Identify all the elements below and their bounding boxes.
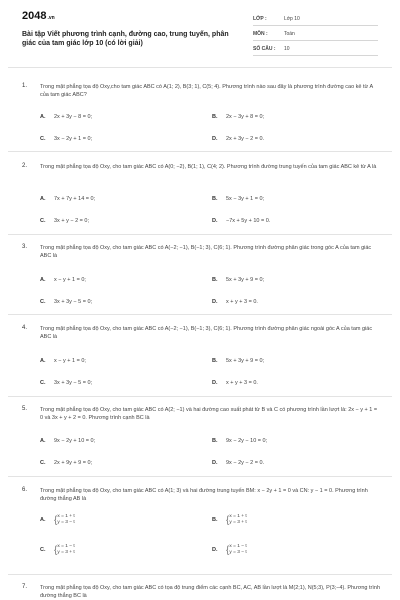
option-a[interactable]: A. 7x + 7y + 14 = 0; <box>40 196 96 202</box>
option-d[interactable]: D. −7x + 5y + 10 = 0. <box>212 218 271 224</box>
option-d[interactable]: D. {x = 1 − t y = 3 − t <box>212 544 247 556</box>
question-divider <box>8 476 392 477</box>
option-d[interactable]: D. x + y + 3 = 0. <box>212 299 258 305</box>
question-number: 7. <box>22 584 28 590</box>
question-number: 1. <box>22 83 28 89</box>
question-number: 6. <box>22 487 28 493</box>
question-stem: Trong mặt phẳng tọa độ Oxy,cho tam giác ABC có A(1; 2), B(3; 1), C(5; 4). Phương trình nào sau đây là phương trình đường cao kẻ từ A của tam giác ABC? <box>40 84 373 99</box>
question-stem: Trong mặt phẳng tọa độ Oxy, cho tam giác ABC có A(0; −2), B(1; 1), C(4; 2). Phương trình đường trung tuyến của tam giác ABC kẻ từ A là <box>40 164 377 170</box>
option-b[interactable]: B. {x = 1 + t y = 3 + t <box>212 514 247 526</box>
option-c[interactable]: C. 3x − 2y + 1 = 0; <box>40 136 93 142</box>
option-d[interactable]: D. 9x − 2y − 2 = 0. <box>212 460 265 466</box>
question-number: 5. <box>22 406 28 412</box>
question-stem: Trong mặt phẳng tọa độ Oxy, cho tam giác ABC có A(1; 3) và hai đường trung tuyến BM: x − 2y + 1 = 0 và CN: y − 1 = 0. Phương trình đường thẳng AB là <box>40 488 368 503</box>
meta-class-row: LỚP : Lớp 10 <box>253 12 378 26</box>
option-a[interactable]: A. 9x − 2y + 10 = 0; <box>40 438 96 444</box>
option-a[interactable]: A. 2x + 3y − 8 = 0; <box>40 114 93 120</box>
option-d[interactable]: D. x + y + 3 = 0. <box>212 380 258 386</box>
question-divider <box>8 314 392 315</box>
option-a[interactable]: A. x − y + 1 = 0; <box>40 358 86 364</box>
header-divider <box>8 67 392 68</box>
option-c[interactable]: C. 2x + 9y + 9 = 0; <box>40 460 93 466</box>
question-stem: Trong mặt phẳng tọa độ Oxy, cho tam giác ABC có A(−2; −1), B(−1; 3), C(6; 1). Phương trình đường phân giác ngoài góc A của tam giác ABC là <box>40 326 373 341</box>
brace-glyph: { <box>54 544 58 556</box>
meta-subject-row: MÔN : Toán <box>253 27 378 41</box>
document-header <box>0 0 400 66</box>
option-c[interactable]: C. 3x + 3y − 5 = 0; <box>40 380 93 386</box>
option-c[interactable]: C. 3x + y − 2 = 0; <box>40 218 90 224</box>
option-b[interactable]: B. 2x − 3y + 8 = 0; <box>212 114 265 120</box>
option-b[interactable]: B. 5x + 3y + 9 = 0; <box>212 277 265 283</box>
brace-glyph: { <box>226 544 230 556</box>
meta-question-count-row: SỐ CÂU : 10 <box>253 42 378 56</box>
option-c[interactable]: C. {x = 1 − t y = 3 + t <box>40 544 75 556</box>
option-b[interactable]: B. 5x − 3y + 1 = 0; <box>212 196 265 202</box>
question-stem: Trong mặt phẳng tọa độ Oxy, cho tam giác ABC có A(2; −1) và hai đường cao xuất phát từ B và C có phương trình lần lượt là: 2x − y + 1 = 0 và 3x + y + 2 = 0. Phương trình cạnh BC là <box>40 407 378 422</box>
question-number: 3. <box>22 244 28 250</box>
document-title: Bài tập Viết phương trình cạnh, đường cao, trung tuyến, phân giác của tam giác lớp 10 (có lời giải) <box>22 31 229 47</box>
brace-glyph: { <box>54 514 58 526</box>
option-b[interactable]: B. 9x − 2y − 10 = 0; <box>212 438 268 444</box>
question-stem: Trong mặt phẳng tọa độ Oxy, cho tam giác ABC có A(−2; −1), B(−1; 3), C(6; 1). Phương trình đường phân giác trong góc A của tam giác ABC là <box>40 245 372 260</box>
brace-glyph: { <box>226 514 230 526</box>
option-a[interactable]: A. {x = 1 + t y = 3 − t <box>40 514 75 526</box>
question-stem: Trong mặt phẳng tọa độ Oxy, cho tam giác ABC có tọa độ trung điểm các cạnh BC, AC, AB lần lượt là M(2;1), N(5;3), P(3;−4). Phương trình đường thẳng BC là <box>40 585 381 600</box>
question-number: 2. <box>22 163 28 169</box>
question-divider <box>8 396 392 397</box>
question-divider <box>8 234 392 235</box>
question-divider <box>8 574 392 575</box>
question-number: 4. <box>22 325 28 331</box>
option-b[interactable]: B. 5x + 3y + 9 = 0; <box>212 358 265 364</box>
option-a[interactable]: A. x − y + 1 = 0; <box>40 277 86 283</box>
question-divider <box>8 151 392 152</box>
option-d[interactable]: D. 2x + 3y − 2 = 0. <box>212 136 265 142</box>
site-logo[interactable]: 2048.vn <box>22 10 55 22</box>
option-c[interactable]: C. 3x + 3y − 5 = 0; <box>40 299 93 305</box>
